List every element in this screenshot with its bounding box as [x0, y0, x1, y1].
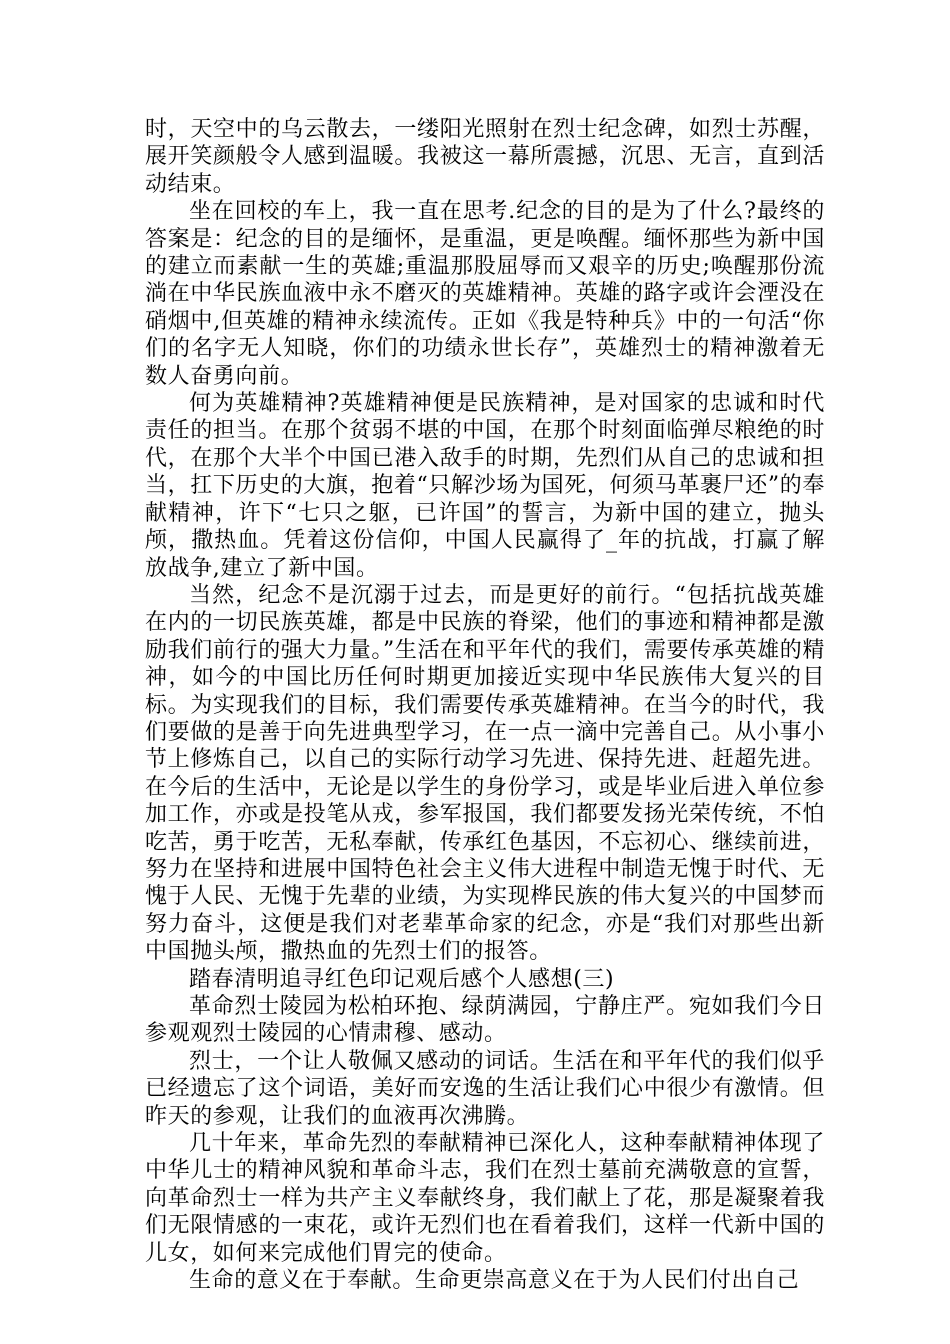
paragraph-6: 烈士，一个让人敬佩又感动的词话。生活在和平年代的我们似乎已经遗忘了这个词语，美好而安逸的生活让我们心中很少有激情。但昨天的参观，让我们的血液再次沸腾。 [145, 1048, 825, 1129]
paragraph-8: 生命的意义在于奉献。生命更崇高意义在于为人民们付出自己 [189, 1268, 800, 1294]
paragraph-7: 几十年来，革命先烈的奉献精神已深化人，这种奉献精神体现了中华儿士的精神风貌和革命斗志，我们在烈士墓前充满敬意的宣誓，向革命烈士一样为共产主义奉献终身，我们献上了花，那是凝聚着我们无限情感的一束花，或许无烈们也在看着我们，这样一代新中国的儿女，如何来完成他们胃完的使命。 [145, 1131, 825, 1266]
document-page [145, 116, 825, 1294]
paragraph-2: 坐在回校的车上，我一直在思考.纪念的目的是为了什么?最终的答案是：纪念的目的是缅怀，是重温，更是唤醒。缅怀那些为新中国的建立而素献一生的英雄;重温那股屈辱而又艰辛的历史;唤醒那份流淌在中华民族血液中永不磨灭的英雄精神。英雄的路字或许会湮没在硝烟中,但英雄的精神永续流传。正如《我是特种兵》中的一句活“你们的名字无人知晓，你们的功绩永世长存”，英雄烈士的精神激着无数人奋勇向前。 [145, 199, 825, 389]
paragraph-5: 革命烈士陵园为松柏环抱、绿荫满园，宁静庄严。宛如我们今日参观观烈士陵园的心情肃穆、感动。 [145, 994, 825, 1047]
paragraph-4: 当然，纪念不是沉溺于过去，而是更好的前行。“包括抗战英雄在内的一切民族英雄，都是中民族的脊梁，他们的事迹和精神都是激励我们前行的强大力量。”生活在和平年代的我们，需要传承英雄的精神，如今的中国比历任何时期更加接近实现中华民族伟大复兴的目标。为实现我们的目标，我们需要传承英雄精神。在当今的时代，我们要做的是善于向先进典型学习，在一点一滴中完善自己。从小事小节上修炼自己，以自己的实际行动学习先进、保持先进、赶超先进。在今后的生活中，无论是以学生的身份学习，或是毕业后进入单位参加工作，亦或是投笔从戎，参军报国，我们都要发扬光荣传统，不怕吃苦，勇于吃苦，无私奉献，传承红色基因，不忘初心、继续前进，努力在坚持和进展中国特色社会主义伟大进程中制造无愧于时代、无愧于人民、无愧于先辈的业绩，为实现桦民族的伟大复兴的中国梦而努力奋斗，这便是我们对老辈革命家的纪念，亦是“我们对那些出新中国抛头颅，撒热血的先烈士们的报答。 [145, 582, 825, 965]
paragraph-1: 时，天空中的乌云散去，一缕阳光照射在烈士纪念碑，如烈士苏醒，展开笑颜般令人感到温暖。我被这一幕所震撼，沉思、无言，直到活动结束。 [145, 117, 825, 197]
paragraph-3: 何为英雄精神?英雄精神便是民族精神，是对国家的忠诚和时代责任的担当。在那个贫弱不堪的中国，在那个时刻面临弹尽粮绝的时代，在那个大半个中国已港入敌手的时期，先烈们从自己的忠诚和担当，扛下历史的大旗，抱着“只解沙场为国死，何须马革裹尸还”的奉献精神，许下“七只之躯，已许国”的誓言，为新中国的建立，抛头颅，撒热血。凭着这份信仰，中国人民赢得了_年的抗战，打赢了解放战争,建立了新中国。 [145, 391, 825, 581]
section-heading: 踏春清明追寻红色印记观后感个人感想(三) [189, 966, 615, 992]
